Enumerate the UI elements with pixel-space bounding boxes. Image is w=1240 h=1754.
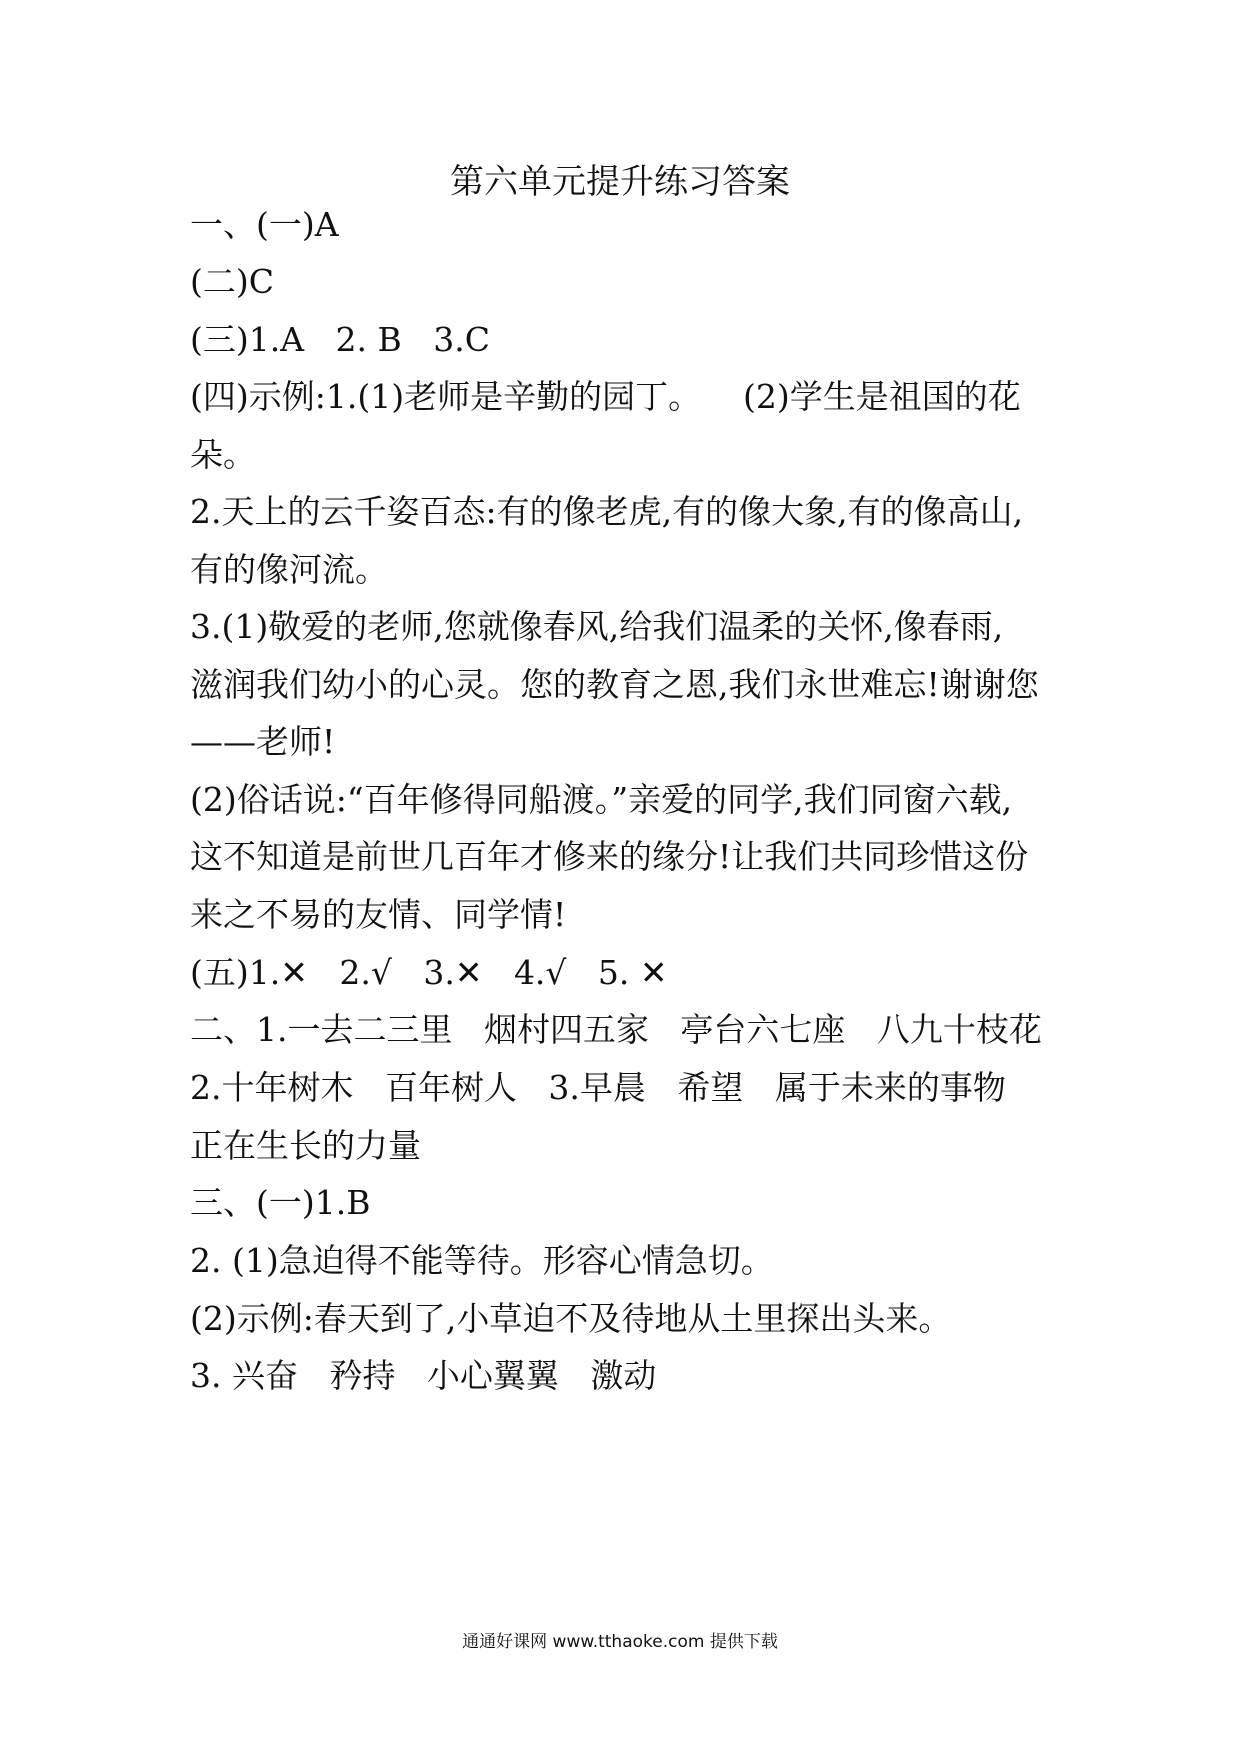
answer-line-10: ——老师! [190, 722, 336, 761]
answer-line-1: 一、(一)A [190, 205, 339, 244]
answer-line-5: 朵。 [190, 435, 256, 474]
answer-line-9: 滋润我们幼小的心灵。您的教育之恩,我们永世难忘!谢谢您 [190, 665, 1039, 704]
answer-line-18: 三、(一)1.B [190, 1183, 371, 1222]
page-title: 第六单元提升练习答案 [450, 162, 790, 202]
answer-line-14: (五)1.✕ 2.√ 3.✕ 4.√ 5. ✕ [190, 953, 668, 992]
answer-line-16: 2.十年树木 百年树人 3.早晨 希望 属于未来的事物 [190, 1068, 1006, 1107]
answer-line-3: (三)1.A 2. B 3.C [190, 320, 490, 359]
answer-line-17: 正在生长的力量 [190, 1126, 421, 1165]
answer-line-20: (2)示例:春天到了,小草迫不及待地从土里探出头来。 [190, 1299, 952, 1338]
answer-line-15: 二、1.一去二三里 烟村四五家 亭台六七座 八九十枝花 [190, 1010, 1042, 1049]
answer-line-7: 有的像河流。 [190, 550, 388, 589]
download-footer: 通通好课网 www.tthaoke.com 提供下载 [462, 1632, 778, 1652]
answer-line-6: 2.天上的云千姿百态:有的像老虎,有的像大象,有的像高山, [190, 492, 1024, 531]
answer-line-19: 2. (1)急迫得不能等待。形容心情急切。 [190, 1241, 774, 1280]
answer-line-8: 3.(1)敬爱的老师,您就像春风,给我们温柔的关怀,像春雨, [190, 607, 1004, 646]
answer-line-21: 3. 兴奋 矜持 小心翼翼 激动 [190, 1356, 657, 1395]
answer-line-2: (二)C [190, 262, 274, 301]
answer-line-11: (2)俗话说:“百年修得同船渡。”亲爱的同学,我们同窗六载, [190, 780, 1013, 819]
answer-line-13: 来之不易的友情、同学情! [190, 895, 567, 934]
answer-line-4: (四)示例:1.(1)老师是辛勤的园丁。 (2)学生是祖国的花 [190, 377, 1021, 416]
answer-line-12: 这不知道是前世几百年才修来的缘分!让我们共同珍惜这份 [190, 837, 1029, 876]
